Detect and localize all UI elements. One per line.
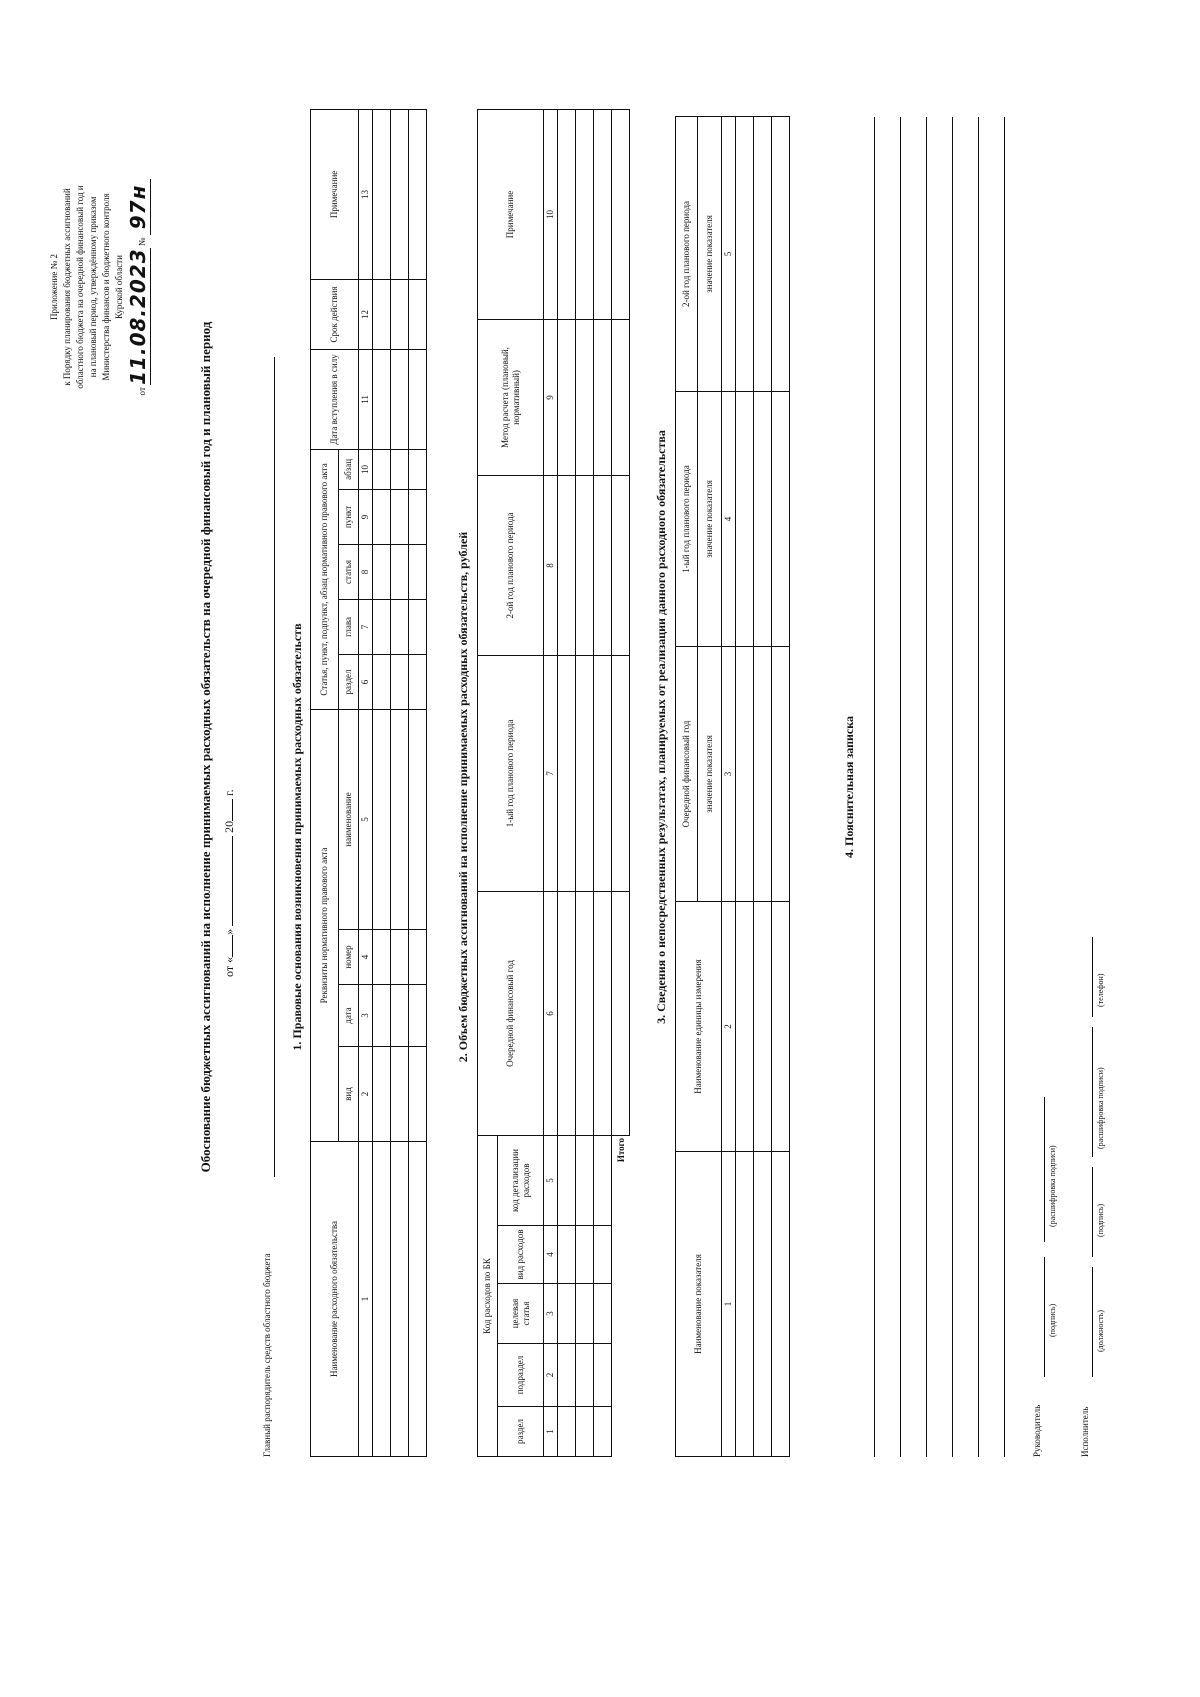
s2-header-method: Метод расчета (плановый, нормативный) — [478, 319, 544, 475]
s1-header-effective: Дата вступления в силу — [311, 349, 359, 449]
appendix-date-line — [124, 57, 153, 517]
s3-header-unit: Наименование единицы измерения — [676, 902, 722, 1152]
s1-header-article-col: статья — [339, 544, 359, 599]
s2-total-label: Итого — [615, 1137, 626, 1163]
executor-phone-line — [1092, 937, 1093, 1017]
s2-header-codes: Код расходов по БК — [478, 1135, 498, 1456]
appendix-line-5: Министерства финансов и бюджетного контроля — [101, 193, 112, 381]
s2-header-detail: код детализации расходов — [498, 1135, 544, 1225]
s2-num: 8 — [544, 475, 558, 655]
head-decryption-caption: (расшифровка подписи) — [1048, 1145, 1057, 1227]
s1-empty-row — [409, 109, 427, 1456]
s2-header-target: целевая статья — [498, 1284, 544, 1344]
s3-header-value: значение показателя — [698, 392, 722, 647]
s1-header-chapter: глава — [339, 599, 359, 654]
s1-num: 7 — [359, 599, 373, 654]
executor-signature-caption: (подпись) — [1096, 1203, 1105, 1237]
head-signature-caption: (подпись) — [1048, 1303, 1057, 1337]
s2-empty-row — [558, 109, 576, 1456]
head-label: Руководитель — [1032, 1404, 1042, 1457]
s3-header-indicator: Наименование показателя — [676, 1152, 722, 1457]
manager-label: Главный распорядитель средств областного бюджета — [262, 1253, 272, 1457]
section2-table — [477, 109, 630, 1457]
s3-header-plan2: 2-ой год планового периода — [676, 117, 698, 392]
s3-num: 4 — [722, 392, 736, 647]
s3-empty-row — [754, 117, 772, 1457]
note-line — [1004, 117, 1005, 1457]
s1-num: 12 — [359, 279, 373, 349]
s2-num: 4 — [544, 1226, 558, 1284]
executor-position-caption: (должность) — [1096, 1310, 1105, 1352]
note-line — [926, 117, 927, 1457]
s3-num: 5 — [722, 117, 736, 392]
appendix-no-label: № — [137, 237, 148, 247]
s1-num: 9 — [359, 489, 373, 544]
s2-empty-row — [594, 109, 612, 1456]
s3-header-plan1: 1-ый год планового периода — [676, 392, 698, 647]
s3-empty-row — [736, 117, 754, 1457]
section1-title: 1. Правовые основания возникновения принимаемых расходных обязательств — [290, 623, 304, 1051]
note-line — [874, 117, 875, 1457]
s2-header-type: вид расходов — [498, 1226, 544, 1284]
s2-total-row — [612, 109, 630, 1456]
s2-num: 9 — [544, 319, 558, 475]
s2-num: 10 — [544, 109, 558, 319]
s1-num: 8 — [359, 544, 373, 599]
document-date-line: от «» 20 г. — [222, 789, 236, 977]
s3-empty-row — [772, 117, 790, 1457]
s1-header-number: номер — [339, 930, 359, 985]
appendix-handwritten-date: 11.08.2023 — [126, 248, 151, 385]
s2-num: 5 — [544, 1135, 558, 1225]
document-title: Обоснование бюджетных ассигнований на исполнение принимаемых расходных обязательств на очередной финансовый год и плановый период — [198, 321, 213, 1173]
manager-underline — [274, 357, 275, 1177]
s2-header-razdel: раздел — [498, 1407, 544, 1457]
s3-header-value: значение показателя — [698, 117, 722, 392]
s1-header-note: Примечание — [311, 109, 359, 279]
executor-decryption-line — [1092, 1027, 1093, 1157]
s3-header-next-year: Очередной финансовый год — [676, 647, 698, 902]
executor-signature-line — [1092, 1167, 1093, 1257]
appendix-line-1: Приложение № 2 — [49, 254, 59, 320]
s1-header-point: пункт — [339, 489, 359, 544]
s1-empty-row — [373, 109, 391, 1456]
note-line — [978, 117, 979, 1457]
appendix-line-4: на плановый период, утверждённому приказом — [88, 196, 99, 378]
head-decryption-line — [1044, 1097, 1045, 1242]
s1-num: 6 — [359, 654, 373, 709]
section3-title: 3. Сведения о непосредственных результатах, планируемых от реализации данного расходного обязательства — [654, 430, 668, 1024]
executor-position-line — [1092, 1267, 1093, 1377]
s2-num: 3 — [544, 1284, 558, 1344]
note-line — [952, 117, 953, 1457]
appendix-handwritten-number: 97н — [126, 179, 151, 236]
executor-label: Исполнитель — [1080, 1406, 1090, 1457]
s1-num: 13 — [359, 109, 373, 279]
appendix-line-2: к Порядку планирования бюджетных ассигнований — [62, 188, 73, 386]
s1-header-article: Статья, пункт, подпункт, абзац нормативного правового акта — [311, 449, 339, 709]
s2-header-plan2: 2-ой год планового периода — [478, 475, 544, 655]
s2-num: 6 — [544, 891, 558, 1135]
appendix-line-3: областного бюджета на очередной финансовый год и — [75, 185, 86, 389]
s1-num: 11 — [359, 349, 373, 449]
s2-header-plan1: 1-ый год планового периода — [478, 655, 544, 891]
executor-decryption-caption: (расшифровка подписи) — [1096, 1067, 1105, 1149]
s1-header-title: наименование — [339, 709, 359, 929]
s1-num: 3 — [359, 985, 373, 1047]
section1-table — [310, 109, 427, 1457]
section3-table — [675, 116, 790, 1457]
s2-empty-row — [576, 109, 594, 1456]
s1-num: 2 — [359, 1047, 373, 1142]
s2-num: 7 — [544, 655, 558, 891]
s1-header-name: Наименование расходного обязательства — [311, 1142, 359, 1457]
s3-header-value: значение показателя — [698, 647, 722, 902]
s1-header-section: раздел — [339, 654, 359, 709]
s1-header-paragraph: абзац — [339, 449, 359, 489]
s2-header-podrazdel: подраздел — [498, 1344, 544, 1407]
section2-title: 2. Объем бюджетных ассигнований на исполнение принимаемых расходных обязательств, рублей — [456, 531, 470, 1063]
note-line — [900, 117, 901, 1457]
s2-header-next-year: Очередной финансовый год — [478, 891, 544, 1135]
s1-header-term: Срок действия — [311, 279, 359, 349]
s1-header-type: вид — [339, 1047, 359, 1142]
s3-num: 1 — [722, 1152, 736, 1457]
s1-empty-row — [391, 109, 409, 1456]
head-signature-line — [1044, 1257, 1045, 1377]
section4-title: 4. Пояснительная записка — [842, 716, 856, 859]
appendix-line-6: Курской области — [114, 255, 125, 319]
s3-num: 3 — [722, 647, 736, 902]
s1-header-requisites: Реквизиты нормативного правового акта — [311, 709, 339, 1141]
appendix-from: от — [137, 387, 148, 396]
s1-num: 5 — [359, 709, 373, 929]
s1-header-date: дата — [339, 985, 359, 1047]
s3-num: 2 — [722, 902, 736, 1152]
s1-num: 4 — [359, 930, 373, 985]
appendix-block — [48, 57, 153, 517]
s2-num: 1 — [544, 1407, 558, 1457]
s1-num: 10 — [359, 449, 373, 489]
executor-phone-caption: (телефон) — [1096, 973, 1105, 1007]
s2-header-note: Примечание — [478, 109, 544, 319]
s1-num: 1 — [359, 1142, 373, 1457]
s2-num: 2 — [544, 1344, 558, 1407]
